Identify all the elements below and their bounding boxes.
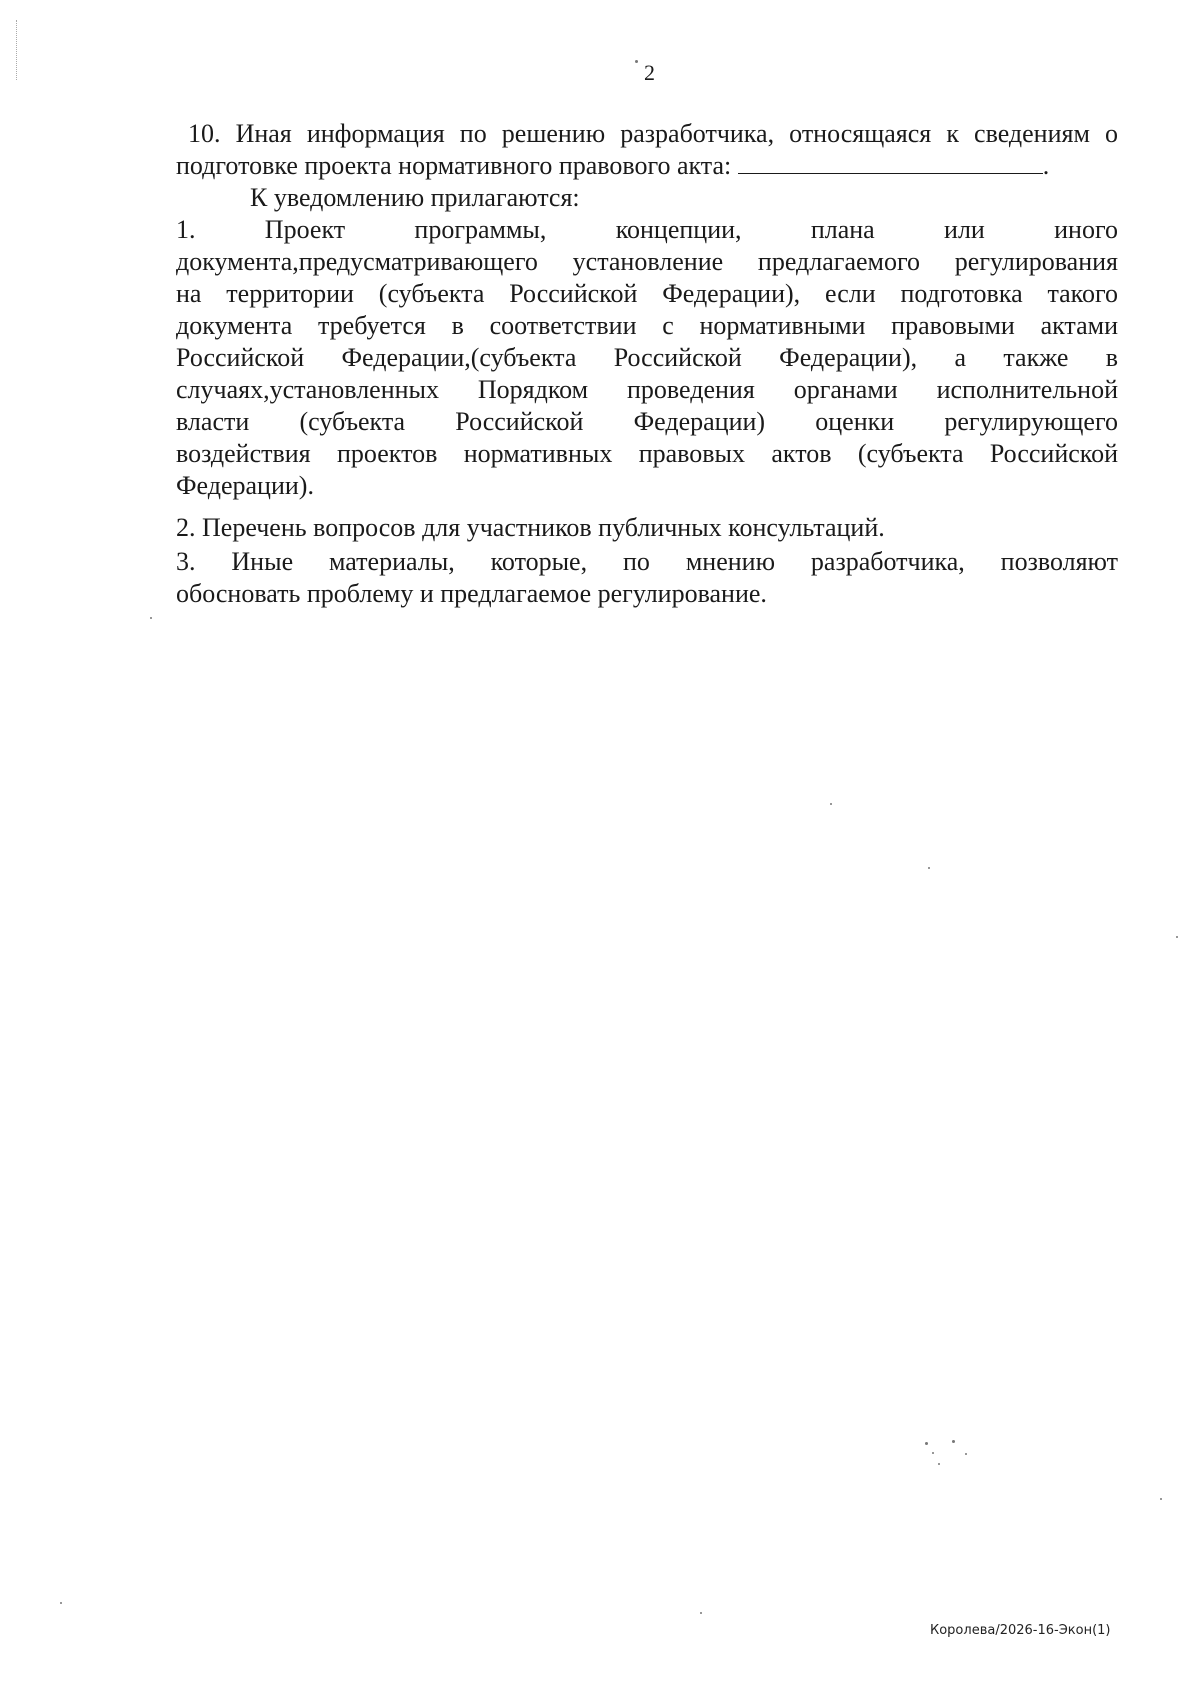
scan-speck [928, 867, 930, 869]
item-10-line-1: 10. Иная информация по решению разработчика, относящаяся к сведениям о [188, 119, 1118, 148]
attachment-3-line-2: обосновать проблему и предлагаемое регулирование. [176, 579, 767, 608]
page-number: 2 [644, 60, 655, 85]
scan-speck [932, 1452, 934, 1454]
attachment-1-line: на территории (субъекта Российской Федерации), если подготовка такого [176, 279, 1118, 308]
scan-edge-mark [16, 20, 18, 80]
attachment-1-line: документа требуется в соответствии с нормативными правовыми актами [176, 311, 1118, 340]
scan-speck [952, 1440, 955, 1443]
attachments-heading: К уведомлению прилагаются: [250, 183, 580, 212]
item-10-other-information [176, 118, 1118, 182]
scan-speck [150, 617, 152, 619]
attachment-3-line-1: 3. Иные материалы, которые, по мнению разработчика, позволяют [176, 547, 1118, 576]
attachment-1-line: документа,предусматривающего установление предлагаемого регулирования [176, 247, 1118, 276]
item-10-line-2-text: подготовке проекта нормативного правового акта: [176, 151, 732, 180]
attachment-1-line: Российской Федерации,(субъекта Российской Федерации), а также в [176, 343, 1118, 372]
scan-speck [938, 1463, 940, 1465]
document-registration-code: Королева/2026-16-Экон(1) [930, 1623, 1111, 1638]
scan-speck [700, 1612, 702, 1614]
attachment-3 [176, 546, 1118, 610]
attachment-1-line: Федерации). [176, 471, 314, 500]
attachment-1-line: власти (субъекта Российской Федерации) оценки регулирующего [176, 407, 1118, 436]
scan-speck [925, 1442, 928, 1445]
item-10-line-2 [176, 150, 1118, 182]
attachment-2: 2. Перечень вопросов для участников публичных консультаций. [176, 513, 885, 542]
scan-speck [830, 803, 832, 805]
attachment-1 [176, 214, 1118, 502]
scan-speck [1176, 936, 1178, 938]
attachment-1-line: воздействия проектов нормативных правовых актов (субъекта Российской [176, 439, 1118, 468]
blank-fill-line [738, 151, 1043, 174]
scan-speck [965, 1453, 967, 1455]
scan-speck [635, 60, 638, 63]
scan-speck [60, 1602, 62, 1604]
scan-speck [1160, 1498, 1162, 1500]
attachment-1-line: случаях,установленных Порядком проведения органами исполнительной [176, 375, 1118, 404]
item-10-period: . [1042, 151, 1050, 180]
attachment-1-line: 1. Проект программы, концепции, плана или иного [176, 215, 1118, 244]
